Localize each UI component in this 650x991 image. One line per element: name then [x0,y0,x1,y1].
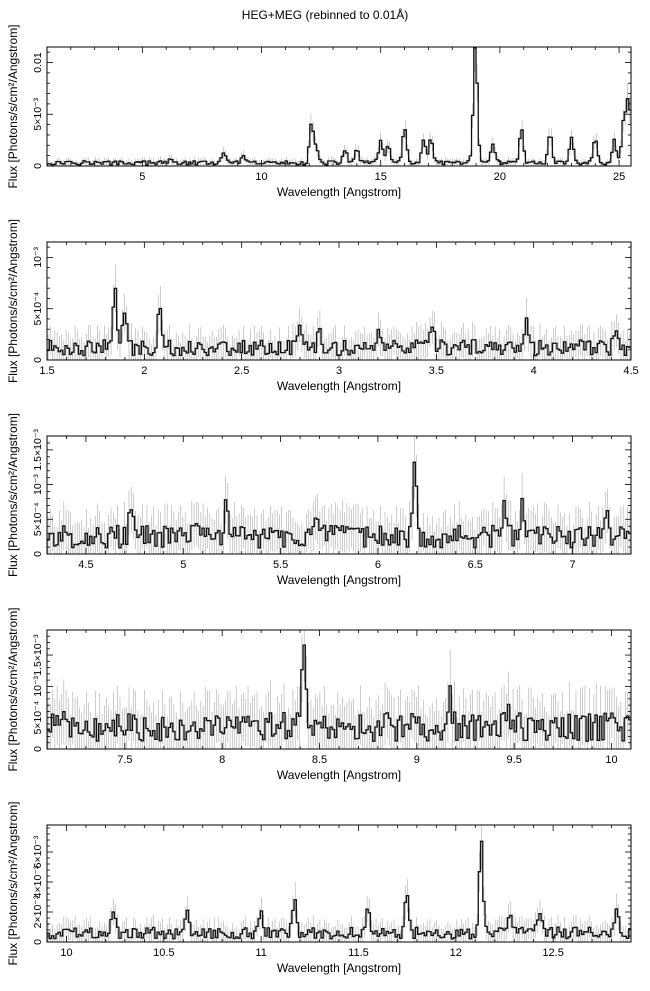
x-tick-label: 25 [612,171,626,183]
x-axis-label: Wavelength [Angstrom] [276,573,402,587]
x-tick-label: 4 [530,365,537,377]
x-tick-label: 6 [374,559,381,571]
x-tick-label: 10 [255,171,268,183]
y-tick-label: 2×10⁻³ [32,895,44,929]
y-tick-label: 5×10⁻³ [32,97,44,131]
spectrum-step-line [47,841,631,942]
x-tick-label: 5 [180,559,187,571]
y-tick-label: 0.01 [32,52,45,73]
panel-2 [6,219,639,393]
x-tick-label: 10 [605,754,618,766]
x-axis-label: Wavelength [Angstrom] [276,379,402,393]
y-tick-label: 0 [32,551,44,557]
x-tick-label: 12.5 [542,947,564,959]
x-axis-label: Wavelength [Angstrom] [276,768,402,782]
x-tick-label: 8.5 [311,754,328,766]
x-tick-label: 6.5 [467,559,483,571]
y-tick-label: 10⁻³ [32,474,44,495]
x-tick-label: 9.5 [506,754,522,766]
y-tick-label: 10⁻³ [32,247,44,268]
x-tick-label: 12 [449,947,462,959]
x-tick-label: 8 [219,754,226,766]
spectrum-step-line [47,288,631,360]
y-tick-label: 1.5×10⁻³ [32,429,44,471]
y-tick-label: 5×10⁻⁴ [32,502,44,537]
y-tick-label: 4×10⁻³ [32,865,44,899]
panel-4 [6,607,631,782]
y-tick-label: 1.5×10⁻³ [32,634,44,676]
spectrum-step-line [47,48,631,166]
x-tick-label: 7 [569,559,576,571]
plot-frame [47,242,631,360]
x-tick-label: 15 [374,171,387,183]
y-axis-label: Flux [Photons/s/cm²/Angstrom] [6,801,20,966]
panel-3 [6,413,631,587]
x-tick-label: 5 [139,171,146,183]
x-tick-label: 10 [60,947,73,959]
y-axis-label: Flux [Photons/s/cm²/Angstrom] [6,218,20,384]
x-tick-label: 10.5 [153,947,175,959]
x-tick-label: 7.5 [117,754,133,766]
error-bars [48,264,630,360]
x-tick-label: 1.5 [39,365,55,377]
plot-frame [47,436,631,554]
x-tick-label: 5.5 [272,559,289,571]
y-axis-label: Flux [Photons/s/cm²/Angstrom] [6,24,20,189]
x-axis-label: Wavelength [Angstrom] [276,961,402,975]
x-tick-label: 3 [335,365,343,377]
x-tick-label: 9 [413,754,420,766]
y-tick-label: 0 [32,357,44,363]
x-tick-label: 4.5 [623,365,639,377]
y-tick-label: 0 [32,163,44,169]
x-tick-label: 11 [255,947,267,959]
y-tick-label: 5×10⁻⁴ [32,700,44,735]
plot-frame [47,47,631,166]
x-tick-label: 20 [493,171,507,183]
x-tick-label: 11.5 [348,947,369,959]
error-bars [48,814,630,942]
y-axis-label: Flux [Photons/s/cm²/Angstrom] [6,607,20,772]
y-tick-label: 10⁻³ [32,676,44,697]
y-tick-label: 6×10⁻³ [32,835,44,869]
y-axis-label: Flux [Photons/s/cm²/Angstrom] [6,412,20,578]
error-bars [48,24,630,166]
spectrum-step-line [47,462,631,554]
spectrum-step-line [47,645,631,749]
x-axis-label: Wavelength [Angstrom] [276,185,402,199]
x-tick-label: 2.5 [234,365,250,377]
panel-5 [6,801,631,975]
figure-title: HEG+MEG (rebinned to 0.01Å) [241,8,409,22]
x-tick-label: 4.5 [78,559,94,571]
y-tick-label: 0 [32,939,44,945]
panel-1 [6,24,631,199]
x-tick-label: 3.5 [428,365,444,377]
x-tick-label: 2 [141,365,148,377]
y-tick-label: 0 [32,746,44,752]
y-tick-label: 5×10⁻⁴ [32,291,44,326]
